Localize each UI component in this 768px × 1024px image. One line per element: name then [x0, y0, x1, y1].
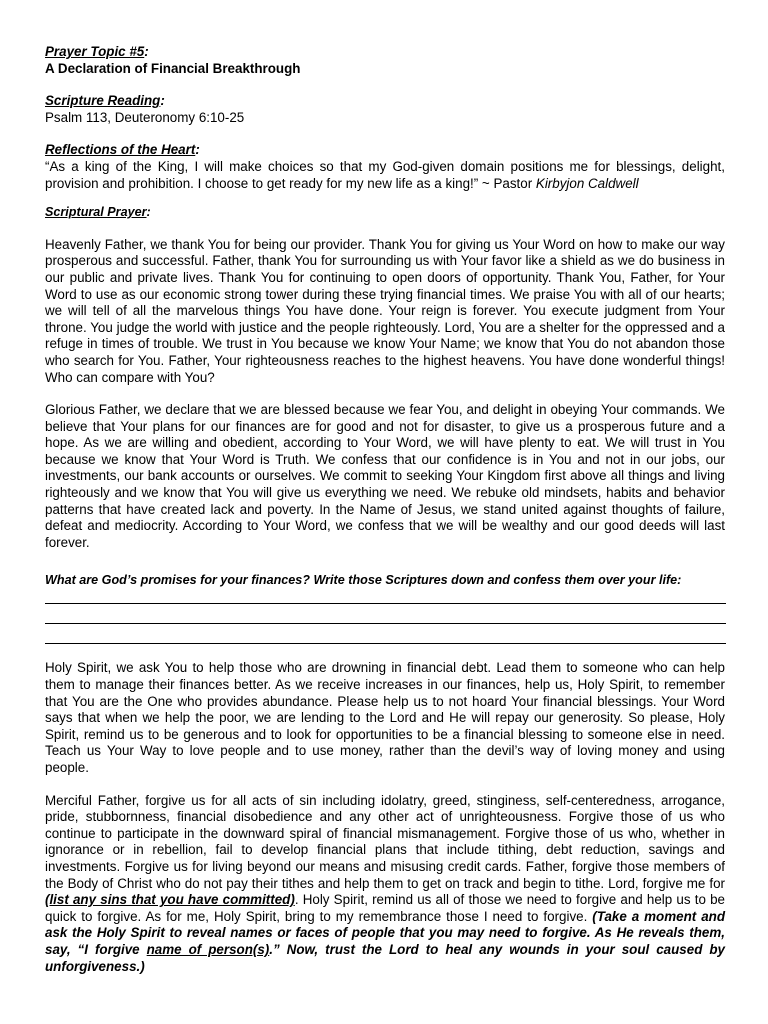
- forgive-instruction: (Take a moment and ask the Holy Spirit to reveal names or faces of people that you may need to forgive. As He reveals them, say, “I forgive: [45, 908, 725, 957]
- reflections-quote-text: “As a king of the King, I will make choices so that my God-given domain positions me for blessings, delight, provision and prohibition. I choose to get ready for my new life as a king!” ~ Pastor: [45, 158, 725, 191]
- finances-question: What are God’s promises for your finances? Write those Scriptures down and confess them over your life:: [45, 573, 682, 588]
- scripture-reading-text: Psalm 113, Deuteronomy 6:10-25: [45, 109, 245, 125]
- reflections-label: Reflections of the Heart: [45, 142, 196, 158]
- paragraph-holy-spirit: Holy Spirit, we ask You to help those who are drowning in financial debt. Lead them to someone who can help them to manage their finances better. As we receive increases in our finances, help us, Holy Spirit, to remember that You are the One who provides abundance. Please help us to not hoard Your financial blessings. Your Word says that when we help the poor, we are lending to the Lord and He will repay our generosity. So please, Holy Spirit, remind us to be generous and to look for opportunities to be a financial blessing to someone else in need. Teach us Your Way to love people and to use money, rather than the devil’s way of loving money and using people.: [45, 660, 725, 775]
- document-page: [45, 44, 725, 975]
- reflections-quote: [45, 159, 725, 192]
- scripture-reading-label: Scripture Reading: [45, 93, 161, 109]
- scriptural-prayer-colon: :: [146, 205, 151, 220]
- scripture-reading-heading: [45, 93, 725, 110]
- reflections-heading: [45, 142, 725, 159]
- merciful-father-text: Merciful Father, forgive us for all acts of sin including idolatry, greed, stinginess, self-centeredness, arrogance, pride, stubbornness, financial disobedience and any other act of unrighteousness. Forgive those of us who continue to participate in the downward spiral of financial mismanagement. Forgive those of us who, whether in ignorance or in rebellion, fail to develop financial plans that include tithing, debt reduction, savings and investments. Forgive us for living beyond our means and misusing credit cards. Father, forgive those members of the Body of Christ who do not pay their tithes and help them to get on track and begin to tithe. Lord, forgive me for: [45, 792, 725, 891]
- reflections-colon: :: [195, 142, 200, 158]
- merciful-father-text-cont: . Holy Spirit, remind us all of those we need to forgive and help us to be quick to forgive. As for me, Holy Spirit, bring to my remembrance those I need to forgive.: [45, 892, 725, 924]
- scriptural-prayer-label: Scriptural Prayer: [45, 205, 147, 220]
- prayer-topic-heading: [45, 44, 725, 61]
- prayer-topic-title: A Declaration of Financial Breakthrough: [45, 60, 301, 76]
- paragraph-merciful-father: [45, 793, 725, 976]
- prayer-topic-label: Prayer Topic #5: [45, 44, 145, 59]
- prayer-topic-colon: :: [144, 44, 149, 59]
- quote-author: Kirbyjon Caldwell: [535, 175, 639, 191]
- forgive-instruction-end: .” Now, trust the Lord to heal any wounds in your soul caused by unforgiveness.): [45, 941, 725, 974]
- paragraph-glorious-father: Glorious Father, we declare that we are blessed because we fear You, and delight in obeying Your commands. We believe that Your plans for our finances are for good and not for disaster, to give us a prosperous future and a hope. As we are willing and obedient, according to Your Word, we will have plenty to eat. We will trust in You because we know that Your Word is Truth. We confess that our confidence is in You and not in our jobs, our investments, our bank accounts or ourselves. We commit to seeking Your Kingdom first above all things and living righteously and we know that You will give us everything we need. We rebuke old mindsets, habits and behavior patterns that have created lack and poverty. In the Name of Jesus, we stand united against thoughts of failure, defeat and mediocrity. According to Your Word, we confess that we will be wealthy and our good deeds will last forever.: [45, 402, 725, 550]
- name-of-person-blank: name of person(s): [146, 941, 270, 957]
- scriptural-prayer-heading: [45, 204, 725, 221]
- list-sins-prompt: (list any sins that you have committed): [45, 892, 295, 908]
- scripture-reading-colon: :: [160, 93, 165, 109]
- paragraph-heavenly-father: Heavenly Father, we thank You for being our provider. Thank You for giving us Your Word on how to make our way prosperous and successful. Father, thank You for surrounding us with Your favor like a shield as we do business in our public and private lives. Thank You for continuing to open doors of opportunity. Thank You, Father, for Your Word to use as our economic strong tower during these trying financial times. We praise You with all of our hearts; we will tell of all the marvelous things You have done. Your reign is forever. You execute judgment from Your throne. You judge the world with justice and the people righteously. Lord, You are a shelter for the oppressed and a refuge in times of trouble. We trust in You because we know Your Name; we know that You do not abandon those who search for You. Father, Your righteousness reaches to the highest heavens. You have done wonderful things! Who can compare with You?: [45, 236, 725, 385]
